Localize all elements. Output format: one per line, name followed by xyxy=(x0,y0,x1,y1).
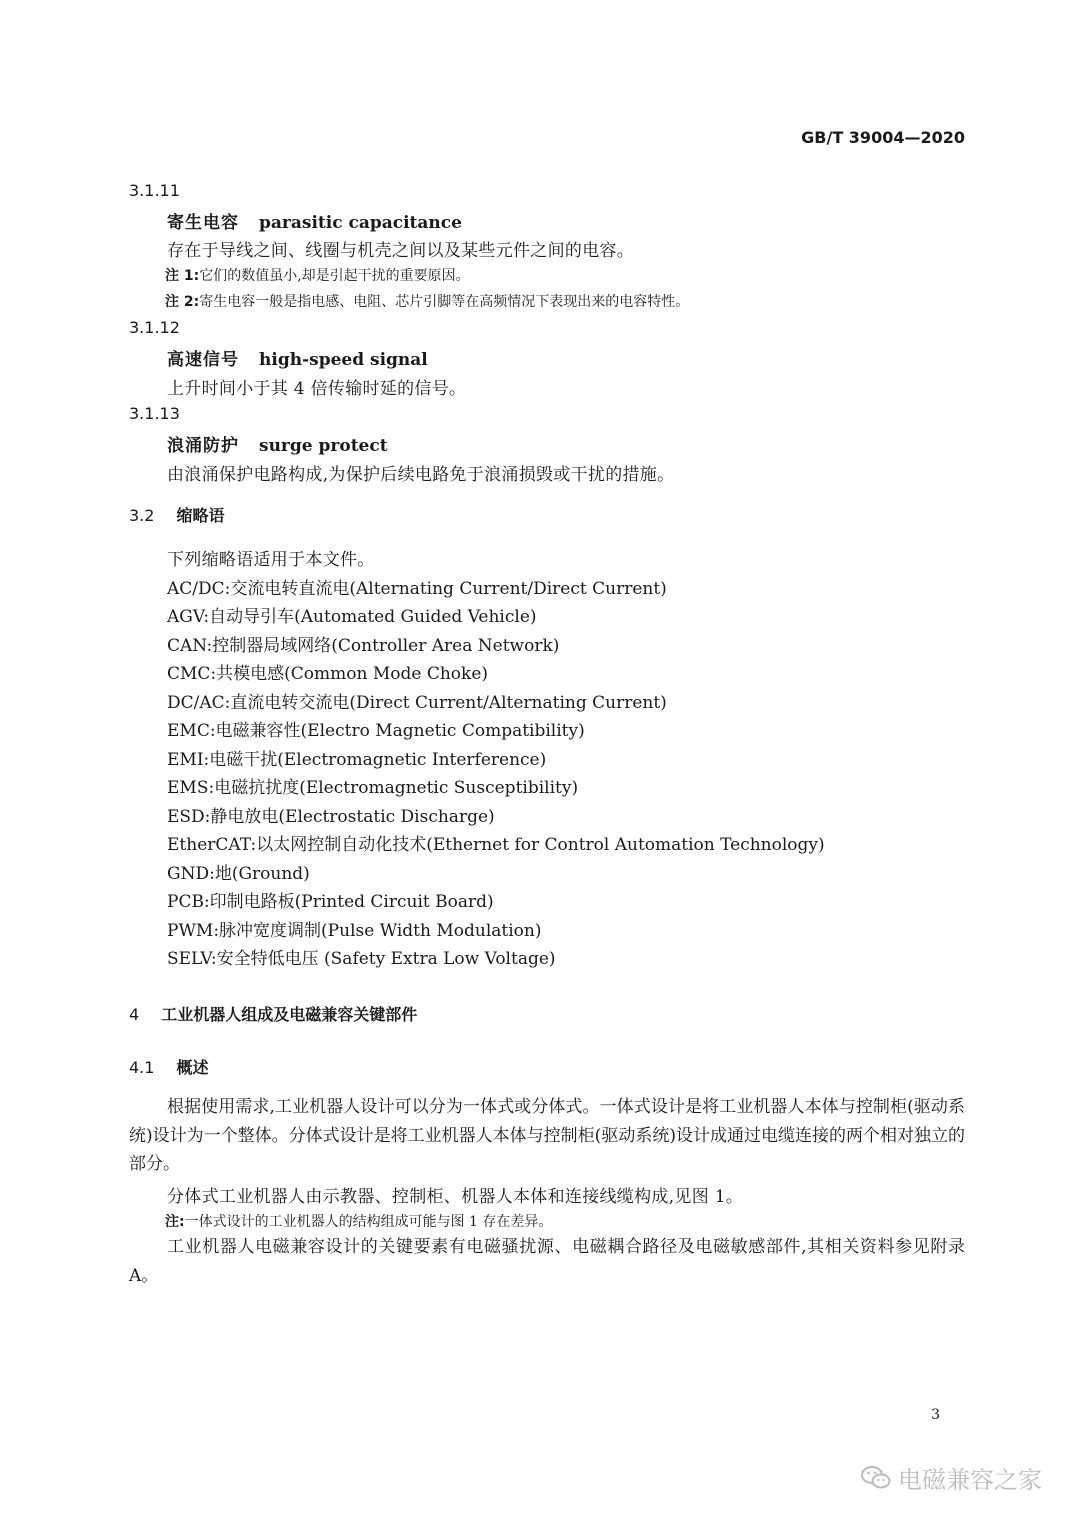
term-code: 3.1.11 xyxy=(129,181,180,200)
watermark-text: 电磁兼容之家 xyxy=(898,1466,1042,1494)
term-title xyxy=(167,208,462,233)
standard-code: GB/T 39004—2020 xyxy=(801,128,965,147)
abbreviation-item: GND:地(Ground) xyxy=(167,864,310,884)
abbreviation-item: AC/DC:交流电转直流电(Alternating Current/Direct Current) xyxy=(167,579,667,599)
term-note xyxy=(165,265,470,285)
section-number: 4.1 xyxy=(129,1058,155,1077)
note-label: 注 1: xyxy=(165,268,200,284)
abbreviation-item: EMC:电磁兼容性(Electro Magnetic Compatibility) xyxy=(167,721,585,741)
term-definition: 由浪涌保护电路构成,为保护后续电路免于浪涌损毁或干扰的措施。 xyxy=(167,465,675,485)
body-paragraph: 分体式工业机器人由示教器、控制柜、机器人本体和连接线缆构成,见图 1。 xyxy=(167,1187,744,1207)
term-en: surge protect xyxy=(259,436,388,456)
term-title xyxy=(167,431,388,456)
term-zh: 浪涌防护 xyxy=(167,436,239,456)
section-heading xyxy=(129,503,224,526)
abbreviation-item: EMI:电磁干扰(Electromagnetic Interference) xyxy=(167,750,547,770)
abbreviation-item: PWM:脉冲宽度调制(Pulse Width Modulation) xyxy=(167,921,542,941)
chapter-number: 4 xyxy=(129,1005,140,1024)
term-en: parasitic capacitance xyxy=(259,213,462,233)
abbreviation-item: EtherCAT:以太网控制自动化技术(Ethernet for Control Automation Technology) xyxy=(167,835,825,855)
term-definition: 上升时间小于其 4 倍传输时延的信号。 xyxy=(167,379,467,399)
abbreviation-item: CAN:控制器局域网络(Controller Area Network) xyxy=(167,636,560,656)
term-code: 3.1.13 xyxy=(129,404,180,423)
watermark xyxy=(860,1460,1042,1498)
note-text: 它们的数值虽小,却是引起干扰的重要原因。 xyxy=(199,268,470,284)
abbreviation-item: AGV:自动导引车(Automated Guided Vehicle) xyxy=(167,607,537,627)
section-title: 缩略语 xyxy=(176,506,225,525)
note-text: 一体式设计的工业机器人的结构组成可能与图 1 存在差异。 xyxy=(184,1214,553,1230)
chapter-heading xyxy=(129,1002,417,1025)
term-zh: 寄生电容 xyxy=(167,213,239,233)
page-number: 3 xyxy=(931,1407,940,1423)
abbreviation-item: EMS:电磁抗扰度(Electromagnetic Susceptibility) xyxy=(167,778,579,798)
term-definition: 存在于导线之间、线圈与机壳之间以及某些元件之间的电容。 xyxy=(167,241,635,261)
body-paragraph: 根据使用需求,工业机器人设计可以分为一体式或分体式。一体式设计是将工业机器人本体与控制柜(驱动系统)设计为一个整体。分体式设计是将工业机器人本体与控制柜(驱动系统)设计成通过电缆连接的两个相对独立的部分。 xyxy=(129,1097,965,1174)
term-zh: 高速信号 xyxy=(167,350,239,370)
section-heading xyxy=(129,1055,208,1078)
section-note xyxy=(165,1211,552,1231)
note-label: 注: xyxy=(165,1214,185,1230)
abbreviation-item: SELV:安全特低电压 (Safety Extra Low Voltage) xyxy=(167,949,556,969)
note-label: 注 2: xyxy=(165,294,200,310)
abbreviation-item: DC/AC:直流电转交流电(Direct Current/Alternating Current) xyxy=(167,693,667,713)
abbreviation-item: PCB:印制电路板(Printed Circuit Board) xyxy=(167,892,494,912)
section-number: 3.2 xyxy=(129,506,155,525)
term-note xyxy=(165,291,689,311)
term-title xyxy=(167,345,428,370)
abbreviation-item: CMC:共模电感(Common Mode Choke) xyxy=(167,664,489,684)
note-text: 寄生电容一般是指电感、电阻、芯片引脚等在高频情况下表现出来的电容特性。 xyxy=(199,294,690,310)
abbreviation-item: ESD:静电放电(Electrostatic Discharge) xyxy=(167,807,495,827)
term-en: high-speed signal xyxy=(259,350,428,370)
body-paragraph: 工业机器人电磁兼容设计的关键要素有电磁骚扰源、电磁耦合路径及电磁敏感部件,其相关资料参见附录 A。 xyxy=(129,1237,965,1286)
section-intro: 下列缩略语适用于本文件。 xyxy=(167,550,375,570)
term-code: 3.1.12 xyxy=(129,318,180,337)
chapter-title: 工业机器人组成及电磁兼容关键部件 xyxy=(161,1005,418,1024)
section-title: 概述 xyxy=(176,1058,209,1077)
wechat-icon xyxy=(860,1464,892,1498)
